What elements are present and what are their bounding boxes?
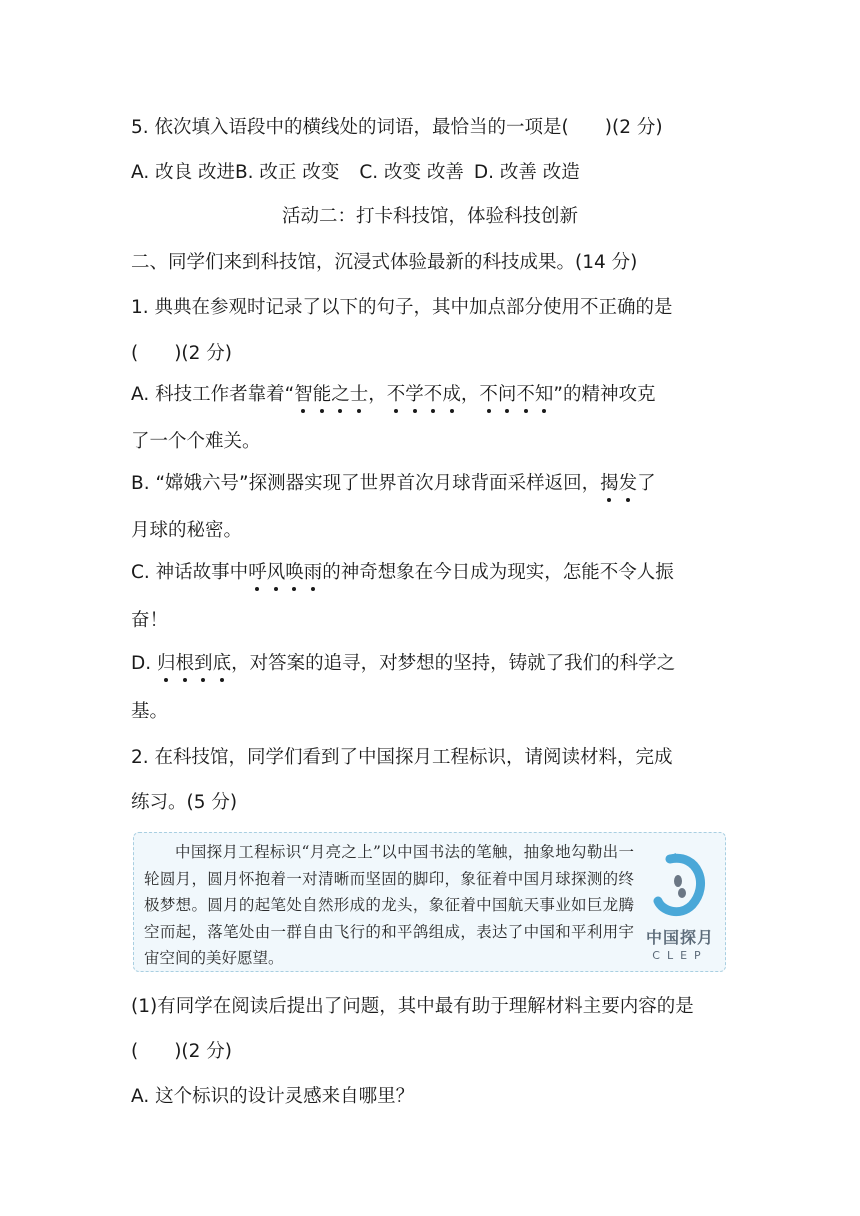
emphasis-dot-char: 揭 (600, 473, 619, 494)
dotted-text (387, 384, 461, 405)
emphasis-dot-char: 士 (349, 384, 369, 405)
q1-option-c-line2: 奋！ (131, 610, 169, 631)
q5-score: )(2 分) (604, 117, 663, 138)
q1-score: )(2 分) (174, 343, 233, 364)
option-a-text-end: ”的精神攻克 (553, 384, 656, 405)
option-d-label: D. (131, 653, 158, 674)
emphasis-dot-char: 不 (516, 384, 535, 405)
dotted-text (479, 384, 553, 405)
option-b-text-end: 了 (637, 473, 656, 494)
sub1-paren-open: ( (131, 1041, 139, 1062)
option-d-text-end: ，对答案的追寻，对梦想的坚持，铸就了我们的科学之 (231, 653, 676, 674)
option-a-text: A. 科技工作者靠着“ (131, 384, 295, 405)
q1-prompt: 1. 典典在参观时记录了以下的句子，其中加点部分使用不正确的是 (131, 297, 673, 318)
q5-prompt: 5. 依次填入语段中的横线处的词语，最恰当的一项是( (131, 117, 569, 138)
emphasis-dot-char: 风 (266, 562, 286, 583)
q5-option-a: A. 改良 改进 (131, 162, 235, 183)
q1-option-d-line2: 基。 (131, 701, 169, 722)
q1-option-c (131, 564, 674, 583)
emphasis-dot-char: 不 (479, 384, 498, 405)
emphasis-dot-char: 成 (442, 384, 461, 405)
emphasis-dot-char: 归 (157, 653, 176, 674)
emphasis-dot-char: 到 (194, 653, 213, 674)
emphasis-dot-char: 雨 (303, 562, 323, 583)
emphasis-dot-char: 智 (294, 384, 313, 405)
emphasis-dot-char: 能 (312, 384, 332, 405)
emphasis-dot-char: 唤 (285, 562, 304, 583)
logo-cn-text: 中国探月 (645, 928, 714, 947)
emphasis-dot-char: 发 (618, 473, 638, 494)
q5-option-d: D. 改善 改造 (473, 162, 580, 183)
emphasis-dot-char: 不 (423, 384, 443, 405)
material-text: 中国探月工程标识“月亮之上”以中国书法的笔触，抽象地勾勒出一轮圆月，圆月怀抱着一对清晰而坚固的脚印，象征着中国月球探测的终极梦想。圆月的起笔处自然形成的龙头，象征着中国航天事业如巨龙腾空而起，落笔处由一群自由飞行的和平鸽组成，表达了中国和平利用宇宙空间的美好愿望。 (144, 843, 634, 967)
q1-option-a-line2: 了一个个难关。 (131, 431, 261, 452)
q1-option-b (131, 475, 656, 494)
q5-option-b: B. 改正 改变 (234, 162, 340, 183)
emphasis-dot-char: 之 (331, 384, 350, 405)
q2-prompt: 2. 在科技馆，同学们看到了中国探月工程标识，请阅读材料，完成 (131, 747, 673, 768)
q5-options (131, 164, 580, 183)
dotted-phrase (294, 384, 368, 405)
dotted-text (600, 473, 637, 494)
dotted-text (294, 384, 368, 405)
sub1-prompt: (1)有同学在阅读后提出了问题，其中最有助于理解材料主要内容的是 (131, 996, 694, 1017)
sub1-score: )(2 分) (174, 1041, 233, 1062)
q1-answer-line (131, 345, 232, 364)
emphasis-dot-char: 不 (386, 384, 406, 405)
dotted-text (157, 653, 231, 674)
option-c-text: C. 神话故事中 (131, 562, 249, 583)
moon-logo-icon (640, 845, 720, 925)
emphasis-dot-char: 底 (212, 653, 232, 674)
emphasis-dot-char: 呼 (248, 562, 267, 583)
emphasis-dot-char: 知 (534, 384, 554, 405)
logo-en-text: CLEP (652, 949, 708, 962)
q1-option-d (131, 655, 675, 674)
q1-option-a (131, 386, 656, 405)
sub1-option-a: A. 这个标识的设计灵感来自哪里？ (131, 1086, 415, 1107)
option-c-text-end: 的神奇想象在今日成为现实，怎能不令人振 (322, 562, 674, 583)
activity-title: 活动二：打卡科技馆，体验科技创新 (281, 206, 578, 227)
q1-option-b-line2: 月球的秘密。 (131, 520, 243, 541)
q1-paren-open: ( (131, 343, 139, 364)
punct: ， (368, 384, 387, 405)
sub1-answer-line (131, 1043, 232, 1062)
punct: ， (460, 384, 480, 405)
dotted-text (248, 562, 322, 583)
clep-logo (640, 845, 720, 965)
option-b-text: B. “嫦娥六号”探测器实现了世界首次月球背面采样返回， (131, 473, 601, 494)
q2-prompt-line2: 练习。(5 分) (131, 792, 238, 813)
emphasis-dot-char: 问 (497, 384, 517, 405)
emphasis-dot-char: 根 (175, 653, 195, 674)
q5-prompt-line (131, 119, 663, 138)
emphasis-dot-char: 学 (405, 384, 424, 405)
material-box (133, 832, 726, 972)
q5-option-c: C. 改变 改善 (359, 162, 464, 183)
section-heading: 二、同学们来到科技馆，沉浸式体验最新的科技成果。(14 分) (131, 252, 638, 273)
